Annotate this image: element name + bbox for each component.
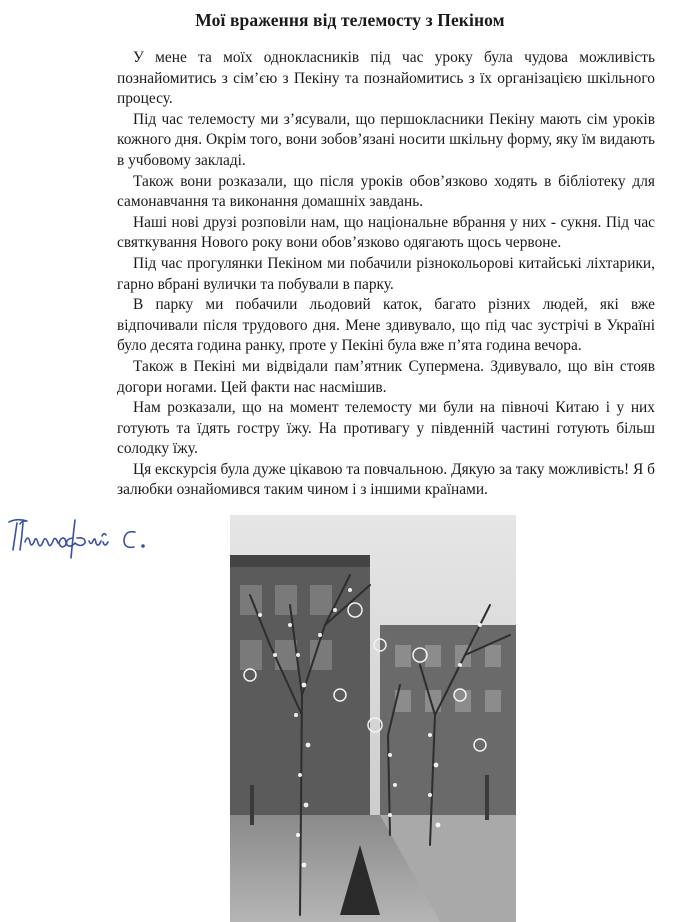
paragraph: Також в Пекіні ми відвідали пам’ятник Супермена. Здивувало, що він стояв догори ногами. Цей факти нас насмішив. [117, 357, 655, 396]
handwritten-signature [3, 512, 203, 562]
paragraph: Наші нові друзі розповіли нам, що національне вбрання у них - сукня. Під час святкування Нового року вони обов’язково одягають щось червоне. [117, 213, 655, 252]
paragraph: У мене та моїх однокласників під час уроку була чудова можливість познайомитись з сім’єю з Пекіну та познайомитись з їх організацією шкільного процесу. [117, 49, 655, 108]
paragraph: Під час прогулянки Пекіном ми побачили різнокольорові китайські ліхтарики, гарно вбрані вулички та побували в парку. [117, 254, 655, 293]
paragraph: В парку ми побачили льодовий каток, багато різних людей, які вже відпочивали після трудового дня. Мене здивувало, що під час зустрічі в Україні було десята година ранку, проте у Пекіні була вже п’ята година вечора. [117, 296, 655, 355]
street-lights-photo [230, 515, 516, 922]
paragraph: Також вони розказали, що після уроків обов’язково ходять в бібліотеку для самонавчання та виконання домашніх завдань. [117, 172, 655, 211]
document-title: Мої враження від телемосту з Пекіном [195, 10, 505, 30]
paragraph: Ця екскурсія була дуже цікавою та повчальною. Дякую за таку можливість! Я б залюбки ознайомився таким чином і з іншими країнами. [117, 460, 655, 499]
document-body [117, 48, 655, 501]
paragraph: Під час телемосту ми з’ясували, що першокласники Пекіну мають сім уроків кожного дня. Окрім того, вони зобов’язані носити шкільну форму, яку їм видають в учбовому закладі. [117, 110, 655, 169]
paragraph: Нам розказали, що на момент телемосту ми були на півночі Китаю і у них готують та їдять гостру їжу. На противагу у південній частині готують більш солодку їжу. [117, 399, 655, 458]
